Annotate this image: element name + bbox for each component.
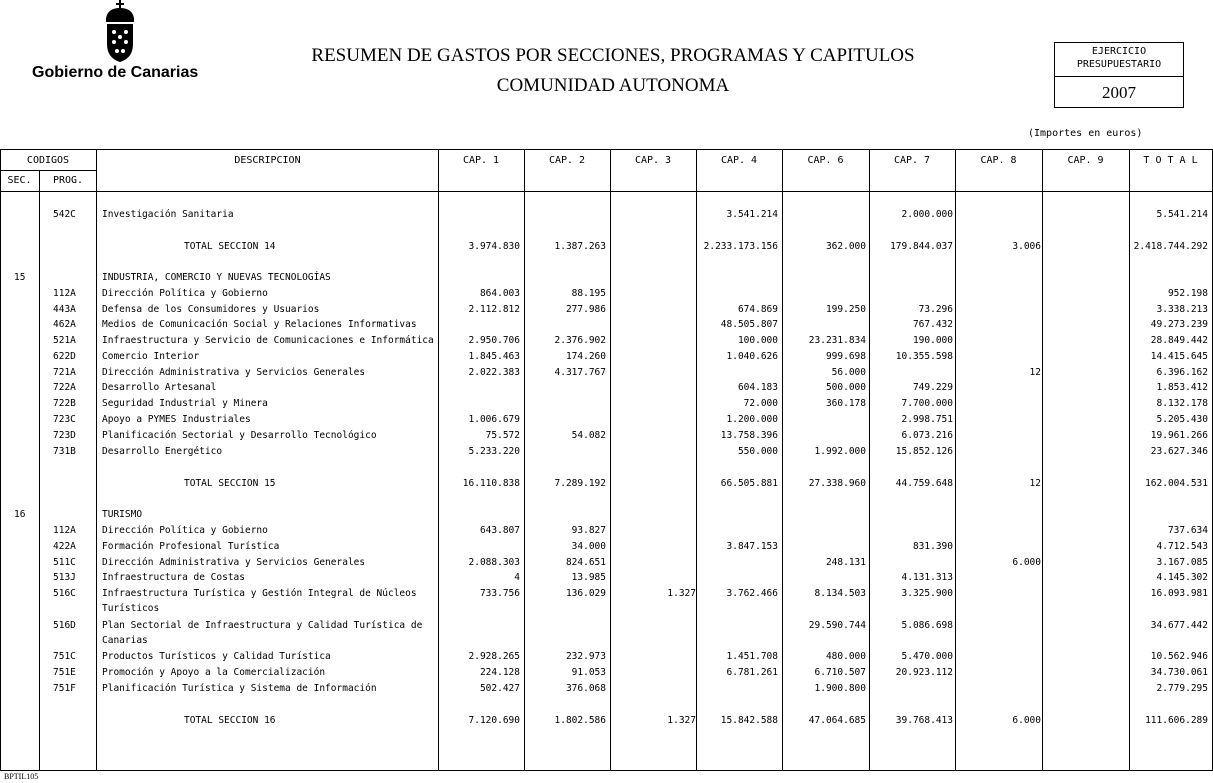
- cap6-value: 1.900.800: [814, 683, 866, 694]
- prog-code: 721A: [53, 367, 76, 378]
- cap1-value: 16.110.838: [462, 478, 520, 489]
- table-row: [0, 587, 1213, 601]
- sec-code: 16: [14, 509, 26, 520]
- fiscal-year-label: [1055, 43, 1183, 77]
- cap2-value: 1.387.263: [554, 241, 606, 252]
- cap4-value: 604.183: [737, 382, 778, 393]
- table-row: [0, 524, 1213, 538]
- section-total-row: [0, 477, 1213, 491]
- total-value: 28.849.442: [1150, 335, 1208, 346]
- cap7-value: 179.844.037: [890, 241, 953, 252]
- description: TOTAL SECCION 14: [184, 241, 276, 252]
- prog-code: 511C: [53, 557, 76, 568]
- cap1-value: 2.112.812: [468, 304, 520, 315]
- prog-code: 112A: [53, 288, 76, 299]
- description: Comercio Interior: [102, 351, 200, 362]
- header-cap2: CAP. 2: [548, 155, 586, 166]
- cap2-value: 7.289.192: [554, 478, 606, 489]
- total-value: 737.634: [1167, 525, 1208, 536]
- cap6-value: 999.698: [825, 351, 866, 362]
- prog-code: 462A: [53, 319, 76, 330]
- prog-code: 422A: [53, 541, 76, 552]
- description: Formación Profesional Turística: [102, 541, 280, 552]
- table-row: [0, 208, 1213, 222]
- cap6-value: 6.710.507: [814, 667, 866, 678]
- total-value: 3.338.213: [1156, 304, 1208, 315]
- cap6-value: 362.000: [825, 241, 866, 252]
- table-row: [0, 666, 1213, 680]
- cap8-value: 6.000: [1012, 557, 1041, 568]
- total-value: 3.167.085: [1156, 557, 1208, 568]
- cap8-value: 12: [1029, 367, 1041, 378]
- table-row: [0, 619, 1213, 633]
- description: Plan Sectorial de Infraestructura y Calidad Turística de: [102, 620, 423, 631]
- cap1-value: 1.006.679: [468, 414, 520, 425]
- total-value: 34.730.061: [1150, 667, 1208, 678]
- description: TOTAL SECCION 16: [184, 715, 276, 726]
- cap4-value: 15.842.588: [720, 715, 778, 726]
- cap7-value: 4.131.313: [901, 572, 953, 583]
- report-subtitle: COMUNIDAD AUTONOMA: [496, 75, 730, 96]
- fiscal-year-value: 2007: [1102, 83, 1136, 102]
- description: Apoyo a PYMES Industriales: [102, 414, 251, 425]
- total-value: 8.132.178: [1156, 398, 1208, 409]
- table-row: [0, 540, 1213, 554]
- table-row: [0, 571, 1213, 585]
- description: TOTAL SECCION 15: [184, 478, 276, 489]
- section-total-row: [0, 714, 1213, 728]
- total-value: 952.198: [1167, 288, 1208, 299]
- cap2-value: 376.068: [565, 683, 606, 694]
- cap1-value: 733.756: [479, 588, 520, 599]
- cap2-value: 88.195: [571, 288, 606, 299]
- description: INDUSTRIA, COMERCIO Y NUEVAS TECNOLOGÍAS: [102, 272, 331, 283]
- section-header-row: [0, 271, 1213, 285]
- table-row: [0, 445, 1213, 459]
- cap7-value: 15.852.126: [895, 446, 953, 457]
- description: TURISMO: [102, 509, 143, 520]
- cap2-value: 93.827: [571, 525, 606, 536]
- cap7-value: 20.923.112: [895, 667, 953, 678]
- cap2-value: 13.985: [571, 572, 606, 583]
- report-title: RESUMEN DE GASTOS POR SECCIONES, PROGRAMAS Y CAPITULOS: [311, 45, 915, 66]
- cap2-value: 2.376.902: [554, 335, 606, 346]
- description: Dirección Política y Gobierno: [102, 525, 268, 536]
- total-value: 2.418.744.292: [1133, 241, 1208, 252]
- description: Medios de Comunicación Social y Relaciones Informativas: [102, 319, 417, 330]
- cap4-value: 100.000: [737, 335, 778, 346]
- cap4-value: 48.505.807: [720, 319, 778, 330]
- header-cap9: CAP. 9: [1067, 155, 1104, 166]
- section-total-row: [0, 240, 1213, 254]
- cap7-value: 5.470.000: [901, 651, 953, 662]
- cap4-value: 674.869: [737, 304, 778, 315]
- sec-code: 15: [14, 272, 26, 283]
- table-row: [0, 556, 1213, 570]
- total-value: 10.562.946: [1150, 651, 1208, 662]
- total-value: 2.779.295: [1156, 683, 1208, 694]
- cap6-value: 23.231.834: [808, 335, 866, 346]
- total-value: 34.677.442: [1150, 620, 1208, 631]
- cap6-value: 1.992.000: [814, 446, 866, 457]
- prog-code: 751E: [53, 667, 76, 678]
- cap6-value: 47.064.685: [808, 715, 866, 726]
- description: Dirección Administrativa y Servicios Generales: [102, 557, 366, 568]
- description: Dirección Administrativa y Servicios Generales: [102, 367, 366, 378]
- cap1-value: 1.845.463: [468, 351, 520, 362]
- cap1-value: 7.120.690: [468, 715, 520, 726]
- prog-code: 731B: [53, 446, 76, 457]
- units-note: (Importes en euros): [1028, 128, 1143, 139]
- cap4-value: 13.758.396: [720, 430, 778, 441]
- cap7-value: 39.768.413: [895, 715, 953, 726]
- cap4-value: 2.233.173.156: [703, 241, 778, 252]
- cap1-value: 864.003: [479, 288, 520, 299]
- cap6-value: 56.000: [831, 367, 866, 378]
- prog-code: 516D: [53, 620, 76, 631]
- header-total: T O T A L: [1143, 155, 1198, 166]
- header-cap7: CAP. 7: [893, 155, 931, 166]
- cap1-value: 2.022.383: [468, 367, 520, 378]
- total-value: 111.606.289: [1145, 715, 1208, 726]
- cap7-value: 7.700.000: [901, 398, 953, 409]
- cap6-value: 8.134.503: [814, 588, 866, 599]
- cap4-value: 3.541.214: [726, 209, 778, 220]
- table-row: [0, 602, 1213, 616]
- table-row: [0, 366, 1213, 380]
- description: Seguridad Industrial y Minera: [102, 398, 268, 409]
- section-header-row: [0, 508, 1213, 522]
- cap1-value: 224.128: [479, 667, 520, 678]
- cap7-value: 831.390: [912, 541, 953, 552]
- table-row: [0, 287, 1213, 301]
- prog-code: 723D: [53, 430, 76, 441]
- table-row: [0, 650, 1213, 664]
- total-value: 23.627.346: [1150, 446, 1208, 457]
- total-value: 5.205.430: [1156, 414, 1208, 425]
- cap7-value: 6.073.216: [901, 430, 953, 441]
- cap8-value: 12: [1029, 478, 1041, 489]
- cap1-value: 75.572: [485, 430, 520, 441]
- header-cap8: CAP. 8: [980, 155, 1017, 166]
- description: Desarrollo Energético: [102, 446, 223, 457]
- footer-code: BPTIL105: [4, 772, 39, 781]
- description: Investigación Sanitaria: [102, 209, 234, 220]
- cap4-value: 66.505.881: [720, 478, 778, 489]
- total-value: 4.145.302: [1156, 572, 1208, 583]
- description: Defensa de los Consumidores y Usuarios: [102, 304, 320, 315]
- description: Planificación Sectorial y Desarrollo Tecnológico: [102, 430, 377, 441]
- prog-code: 542C: [53, 209, 76, 220]
- header-descripcion: DESCRIPCION: [234, 155, 301, 166]
- cap7-value: 73.296: [918, 304, 953, 315]
- cap8-value: 3.006: [1012, 241, 1041, 252]
- prog-code: 622D: [53, 351, 76, 362]
- cap2-value: 34.000: [571, 541, 606, 552]
- header-cap6: CAP. 6: [807, 155, 844, 166]
- header-cap3: CAP. 3: [634, 155, 672, 166]
- header-codigos: CODIGOS: [26, 155, 70, 166]
- table-row: [0, 397, 1213, 411]
- table-row: [0, 634, 1213, 648]
- cap4-value: 72.000: [743, 398, 778, 409]
- description: Desarrollo Artesanal: [102, 382, 217, 393]
- cap1-value: 2.088.303: [468, 557, 520, 568]
- prog-code: 723C: [53, 414, 76, 425]
- total-value: 4.712.543: [1156, 541, 1208, 552]
- cap2-value: 91.053: [571, 667, 606, 678]
- cap7-value: 2.998.751: [901, 414, 953, 425]
- table-row: [0, 381, 1213, 395]
- cap4-value: 1.200.000: [726, 414, 778, 425]
- cap6-value: 29.590.744: [808, 620, 866, 631]
- cap6-value: 248.131: [825, 557, 866, 568]
- cap2-value: 232.973: [565, 651, 606, 662]
- cap1-value: 2.928.265: [468, 651, 520, 662]
- description: Turísticos: [102, 603, 160, 614]
- fiscal-year-label-1: EJERCICIO: [1091, 46, 1147, 57]
- fiscal-year-box: [1054, 42, 1184, 108]
- cap2-value: 136.029: [565, 588, 606, 599]
- description: Planificación Turística y Sistema de Información: [102, 683, 377, 694]
- prog-code: 722A: [53, 382, 76, 393]
- prog-code: 443A: [53, 304, 76, 315]
- description: Promoción y Apoyo a la Comercialización: [102, 667, 326, 678]
- cap2-value: 54.082: [571, 430, 606, 441]
- table-row: [0, 682, 1213, 696]
- cap2-value: 824.651: [565, 557, 606, 568]
- table-row: [0, 334, 1213, 348]
- logo: [100, 0, 140, 64]
- cap7-value: 3.325.900: [901, 588, 953, 599]
- fiscal-year-label-2: PRESUPUESTARIO: [1076, 59, 1162, 70]
- cap7-value: 190.000: [912, 335, 953, 346]
- table-row: [0, 303, 1213, 317]
- cap4-value: 550.000: [737, 446, 778, 457]
- table-row: [0, 413, 1213, 427]
- logo-text: Gobierno de Canarias: [32, 64, 199, 81]
- description: Infraestructura Turística y Gestión Integral de Núcleos: [102, 588, 417, 599]
- table-row: [0, 350, 1213, 364]
- prog-code: 751C: [53, 651, 76, 662]
- cap4-value: 6.781.261: [726, 667, 778, 678]
- cap7-value: 10.355.598: [895, 351, 953, 362]
- cap2-value: 1.802.586: [554, 715, 606, 726]
- coat-of-arms-icon: [100, 0, 140, 64]
- cap7-value: 5.086.698: [901, 620, 953, 631]
- cap6-value: 480.000: [825, 651, 866, 662]
- cap4-value: 3.762.466: [726, 588, 778, 599]
- total-value: 16.093.981: [1150, 588, 1208, 599]
- prog-code: 751F: [53, 683, 76, 694]
- cap3-value: 1.327: [667, 588, 696, 599]
- description: Infraestructura de Costas: [102, 572, 245, 583]
- cap6-value: 27.338.960: [808, 478, 866, 489]
- cap1-value: 5.233.220: [468, 446, 520, 457]
- total-value: 19.961.266: [1150, 430, 1208, 441]
- header-cap1: CAP. 1: [462, 155, 500, 166]
- cap8-value: 6.000: [1012, 715, 1041, 726]
- table-row: [0, 318, 1213, 332]
- cap4-value: 1.451.708: [726, 651, 778, 662]
- cap6-value: 500.000: [825, 382, 866, 393]
- prog-code: 516C: [53, 588, 76, 599]
- prog-code: 521A: [53, 335, 76, 346]
- total-value: 14.415.645: [1150, 351, 1208, 362]
- cap4-value: 1.040.626: [726, 351, 778, 362]
- cap7-value: 44.759.648: [895, 478, 953, 489]
- cap2-value: 4.317.767: [554, 367, 606, 378]
- cap7-value: 767.432: [912, 319, 953, 330]
- description: Canarias: [102, 635, 148, 646]
- total-value: 1.853.412: [1156, 382, 1208, 393]
- cap7-value: 749.229: [912, 382, 953, 393]
- description: Dirección Política y Gobierno: [102, 288, 268, 299]
- prog-code: 112A: [53, 525, 76, 536]
- cap2-value: 277.986: [565, 304, 606, 315]
- header-prog: PROG.: [52, 175, 84, 186]
- total-value: 5.541.214: [1156, 209, 1208, 220]
- prog-code: 513J: [53, 572, 76, 583]
- prog-code: 722B: [53, 398, 76, 409]
- table-row: [0, 429, 1213, 443]
- cap4-value: 3.847.153: [726, 541, 778, 552]
- total-value: 49.273.239: [1150, 319, 1208, 330]
- cap1-value: 502.427: [479, 683, 520, 694]
- cap1-value: 643.807: [479, 525, 520, 536]
- total-value: 6.396.162: [1156, 367, 1208, 378]
- cap2-value: 174.260: [565, 351, 606, 362]
- total-value: 162.004.531: [1145, 478, 1208, 489]
- cap6-value: 360.178: [825, 398, 866, 409]
- cap1-value: 4: [514, 572, 520, 583]
- cap6-value: 199.250: [825, 304, 866, 315]
- cap7-value: 2.000.000: [901, 209, 953, 220]
- header-sec: SEC.: [7, 175, 32, 186]
- cap3-value: 1.327: [667, 715, 696, 726]
- cap1-value: 3.974.830: [468, 241, 520, 252]
- header-cap4: CAP. 4: [720, 155, 758, 166]
- description: Productos Turísticos y Calidad Turística: [102, 651, 331, 662]
- description: Infraestructura y Servicio de Comunicaciones e Informática: [102, 335, 434, 346]
- cap1-value: 2.950.706: [468, 335, 520, 346]
